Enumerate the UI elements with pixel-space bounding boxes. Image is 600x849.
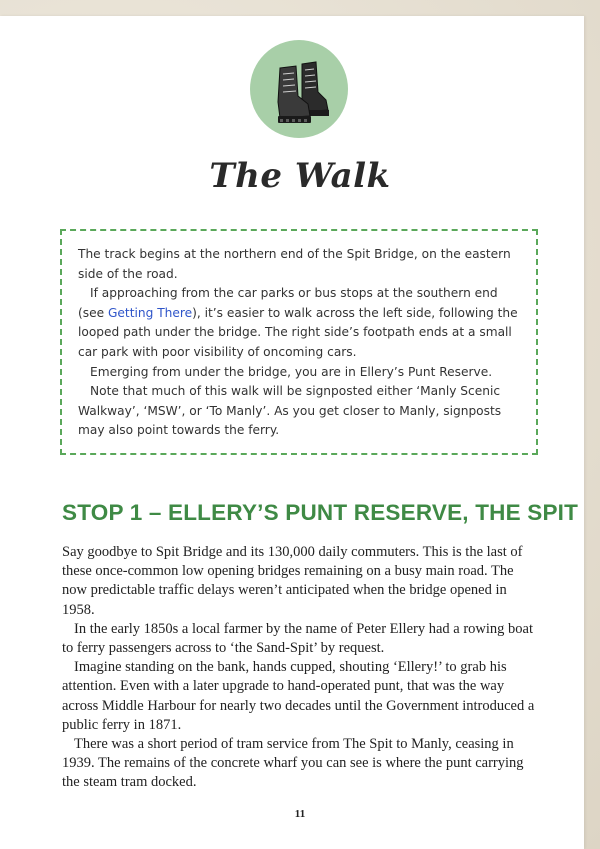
body-paragraph: Imagine standing on the bank, hands cupped, shouting ‘Ellery!’ to grab his attention. Even with a later upgrade to hand-operated punt, that was the way across Middle Harbour for nearly two decades until the Government introduced a public ferry in 1871. [62,659,535,733]
body-paragraph: Say goodbye to Spit Bridge and its 130,000 daily commuters. This is the last of these once-common low opening bridges remaining on a busy main road. The now predictable traffic delays weren’t anticipated when the bridge opened in 1958. [62,544,523,618]
intro-text: If approaching from the car parks or bus stops at the southern end (see [78,286,498,320]
stop-heading: STOP 1 – ELLERY’S PUNT RESERVE, THE SPIT [62,500,579,525]
intro-paragraph: Note that much of this walk will be signposted either ‘Manly Scenic Walkway’, ‘MSW’, or ‘To Manly’. As you get closer to Manly, signposts may also point towards the ferry. [78,384,502,438]
intro-text: ), it’s easier to walk across the left side, following the looped path under the bridge. The right side’s footpath ends at a small car park with poor visibility of oncoming cars. [78,305,518,359]
page-title: The Walk [209,156,391,196]
getting-there-link[interactable]: Getting There [107,305,193,320]
body-paragraph: There was a short period of tram service from The Spit to Manly, ceasing in 1939. The remains of the concrete wharf you can see is where the punt carrying the steam tram docked. [62,736,524,791]
intro-paragraph [78,284,520,362]
page-number: 11 [294,808,306,820]
intro-paragraph: The track begins at the northern end of the Spit Bridge, on the eastern side of the road. [78,247,511,281]
stop-body [62,543,540,793]
intro-paragraph: Emerging from under the bridge, you are in Ellery’s Punt Reserve. [90,364,493,379]
hiking-boots-icon [250,40,348,138]
body-paragraph: In the early 1850s a local farmer by the name of Peter Ellery had a rowing boat to ferry passengers across to ‘the Sand-Spit’ by request. [62,620,533,657]
intro-box [60,229,538,455]
